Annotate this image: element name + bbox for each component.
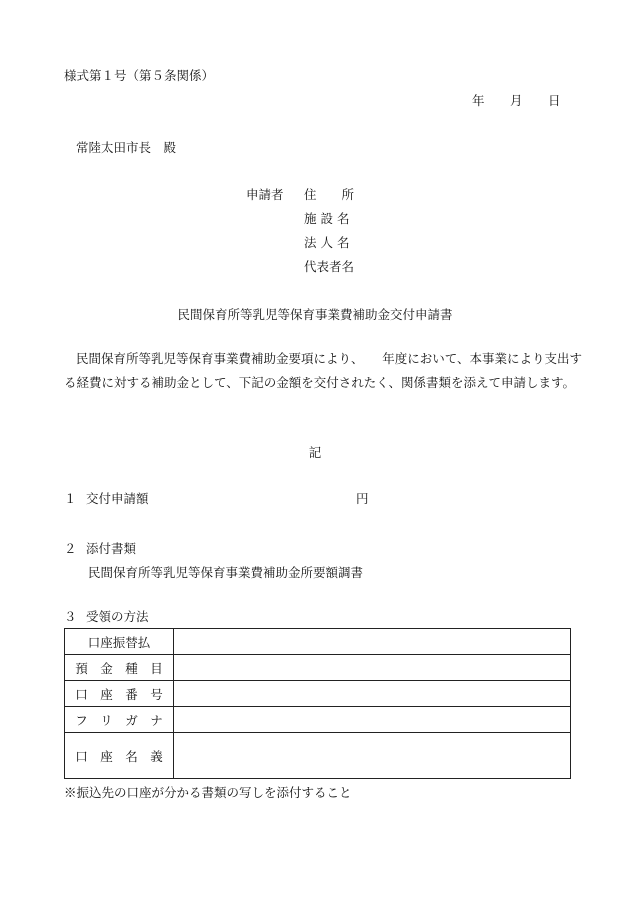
item-2-number: ２ xyxy=(64,541,77,556)
bank-row-value[interactable] xyxy=(174,733,571,779)
addressee: 常陸太田市長 殿 xyxy=(76,140,177,155)
item-1-number: １ xyxy=(64,491,77,506)
date-month: 月 xyxy=(510,93,523,108)
item-3-label: 受領の方法 xyxy=(86,609,149,624)
date-year: 年 xyxy=(472,93,485,108)
table-row xyxy=(65,629,571,655)
bank-account-table xyxy=(64,628,571,779)
date-line xyxy=(472,91,561,109)
bank-row-value[interactable] xyxy=(174,629,571,655)
table-row xyxy=(65,681,571,707)
table-row xyxy=(65,733,571,779)
applicant-corporation-label: 法 人 名 xyxy=(304,235,350,250)
attachment-note: ※振込先の口座が分かる書類の写しを添付すること xyxy=(64,785,352,800)
bank-row-label: フ リ ガ ナ xyxy=(65,707,174,733)
applicant-representative-label: 代表者名 xyxy=(304,259,355,274)
table-row xyxy=(65,707,571,733)
item-2-label: 添付書類 xyxy=(86,541,137,556)
item-3 xyxy=(64,607,149,625)
bank-row-value[interactable] xyxy=(174,655,571,681)
item-1-label: 交付申請額 xyxy=(86,491,149,506)
ki-heading: 記 xyxy=(308,445,322,460)
item-2 xyxy=(64,539,136,557)
item-1 xyxy=(64,489,149,507)
bank-row-label: 預 金 種 目 xyxy=(65,655,174,681)
body-paragraph: 民間保育所等乳児等保育事業費補助金要項により、 年度において、本事業により支出する経費に対する補助金として、下記の金額を交付されたく、関係書類を添えて申請します。 xyxy=(64,351,583,390)
bank-row-value[interactable] xyxy=(174,681,571,707)
date-day: 日 xyxy=(548,93,561,108)
applicant-label: 申請者 xyxy=(246,187,284,202)
bank-row-label: 口座振替払 xyxy=(65,629,174,655)
applicant-facility-label: 施 設 名 xyxy=(304,211,350,226)
item-3-number: ３ xyxy=(64,609,77,624)
bank-row-label: 口 座 番 号 xyxy=(65,681,174,707)
applicant-address-label: 住 所 xyxy=(304,187,355,202)
bank-row-label: 口 座 名 義 xyxy=(65,733,174,779)
bank-row-value[interactable] xyxy=(174,707,571,733)
document-title: 民間保育所等乳児等保育事業費補助金交付申請書 xyxy=(177,307,453,322)
table-row xyxy=(65,655,571,681)
item-2-detail: 民間保育所等乳児等保育事業費補助金所要額調書 xyxy=(88,565,364,580)
form-number: 様式第１号（第５条関係） xyxy=(64,68,215,83)
item-1-unit: 円 xyxy=(356,491,369,506)
